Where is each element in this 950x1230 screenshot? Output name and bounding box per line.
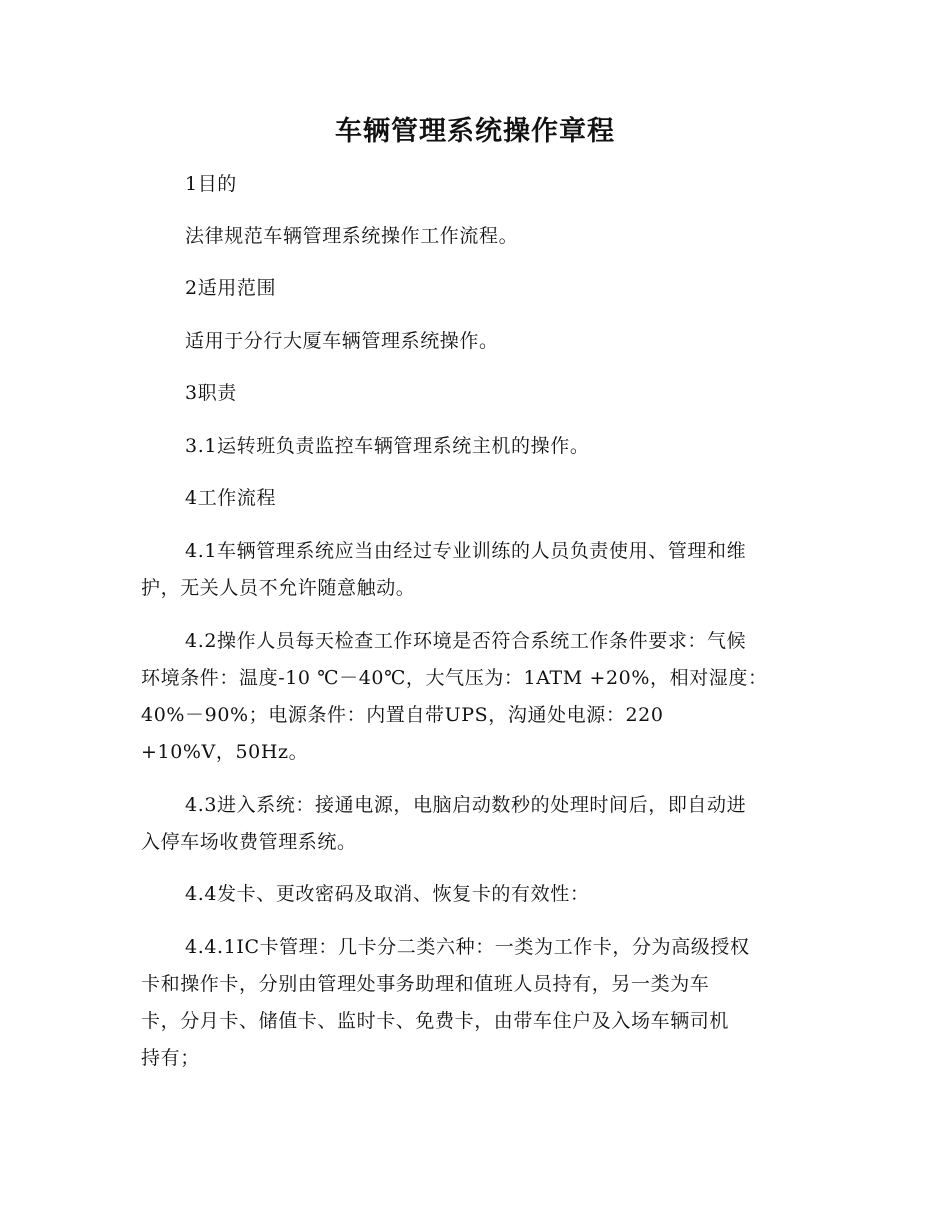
section-4-1-line: 4.1车辆管理系统应当由经过专业训练的人员负责使用、管理和维 <box>185 540 747 562</box>
section-4-2-line: 4.2操作人员每天检查工作环境是否符合系统工作条件要求：气候 <box>185 630 747 652</box>
section-4-3-line: 入停车场收费管理系统。 <box>141 831 357 853</box>
section-1-heading: 1目的 <box>185 173 237 195</box>
section-4-heading: 4工作流程 <box>185 487 277 509</box>
section-4-4-heading: 4.4发卡、更改密码及取消、恢复卡的有效性： <box>185 883 590 905</box>
section-4-2-line: 40%－90%；电源条件：内置自带UPS，沟通处电源：220 <box>141 704 664 726</box>
section-4-4-1-line: 卡，分月卡、储值卡、监时卡、免费卡，由带车住户及入场车辆司机 <box>141 1010 730 1032</box>
section-2-body: 适用于分行大厦车辆管理系统操作。 <box>185 330 499 352</box>
section-4-1-line: 护，无关人员不允许随意触动。 <box>141 577 416 599</box>
section-4-2-line: 环境条件：温度-10 ℃－40℃，大气压为：1ATM +20%，相对湿度： <box>141 667 768 689</box>
section-3-1: 3.1运转班负责监控车辆管理系统主机的操作。 <box>185 435 590 457</box>
document-title: 车辆管理系统操作章程 <box>335 116 615 147</box>
section-1-body: 法律规范车辆管理系统操作工作流程。 <box>185 225 519 247</box>
section-4-4-1-line: 卡和操作卡，分别由管理处事务助理和值班人员持有，另一类为车 <box>141 973 710 995</box>
section-3-heading: 3职责 <box>185 382 237 404</box>
section-4-3-line: 4.3进入系统：接通电源，电脑启动数秒的处理时间后，即自动进 <box>185 794 747 816</box>
section-4-4-1-line: 4.4.1IC卡管理：几卡分二类六种：一类为工作卡，分为高级授权 <box>185 936 750 958</box>
section-4-2-line: +10%V，50Hz。 <box>141 741 309 763</box>
section-4-4-1-line: 持有； <box>141 1047 200 1069</box>
section-2-heading: 2适用范围 <box>185 277 277 299</box>
